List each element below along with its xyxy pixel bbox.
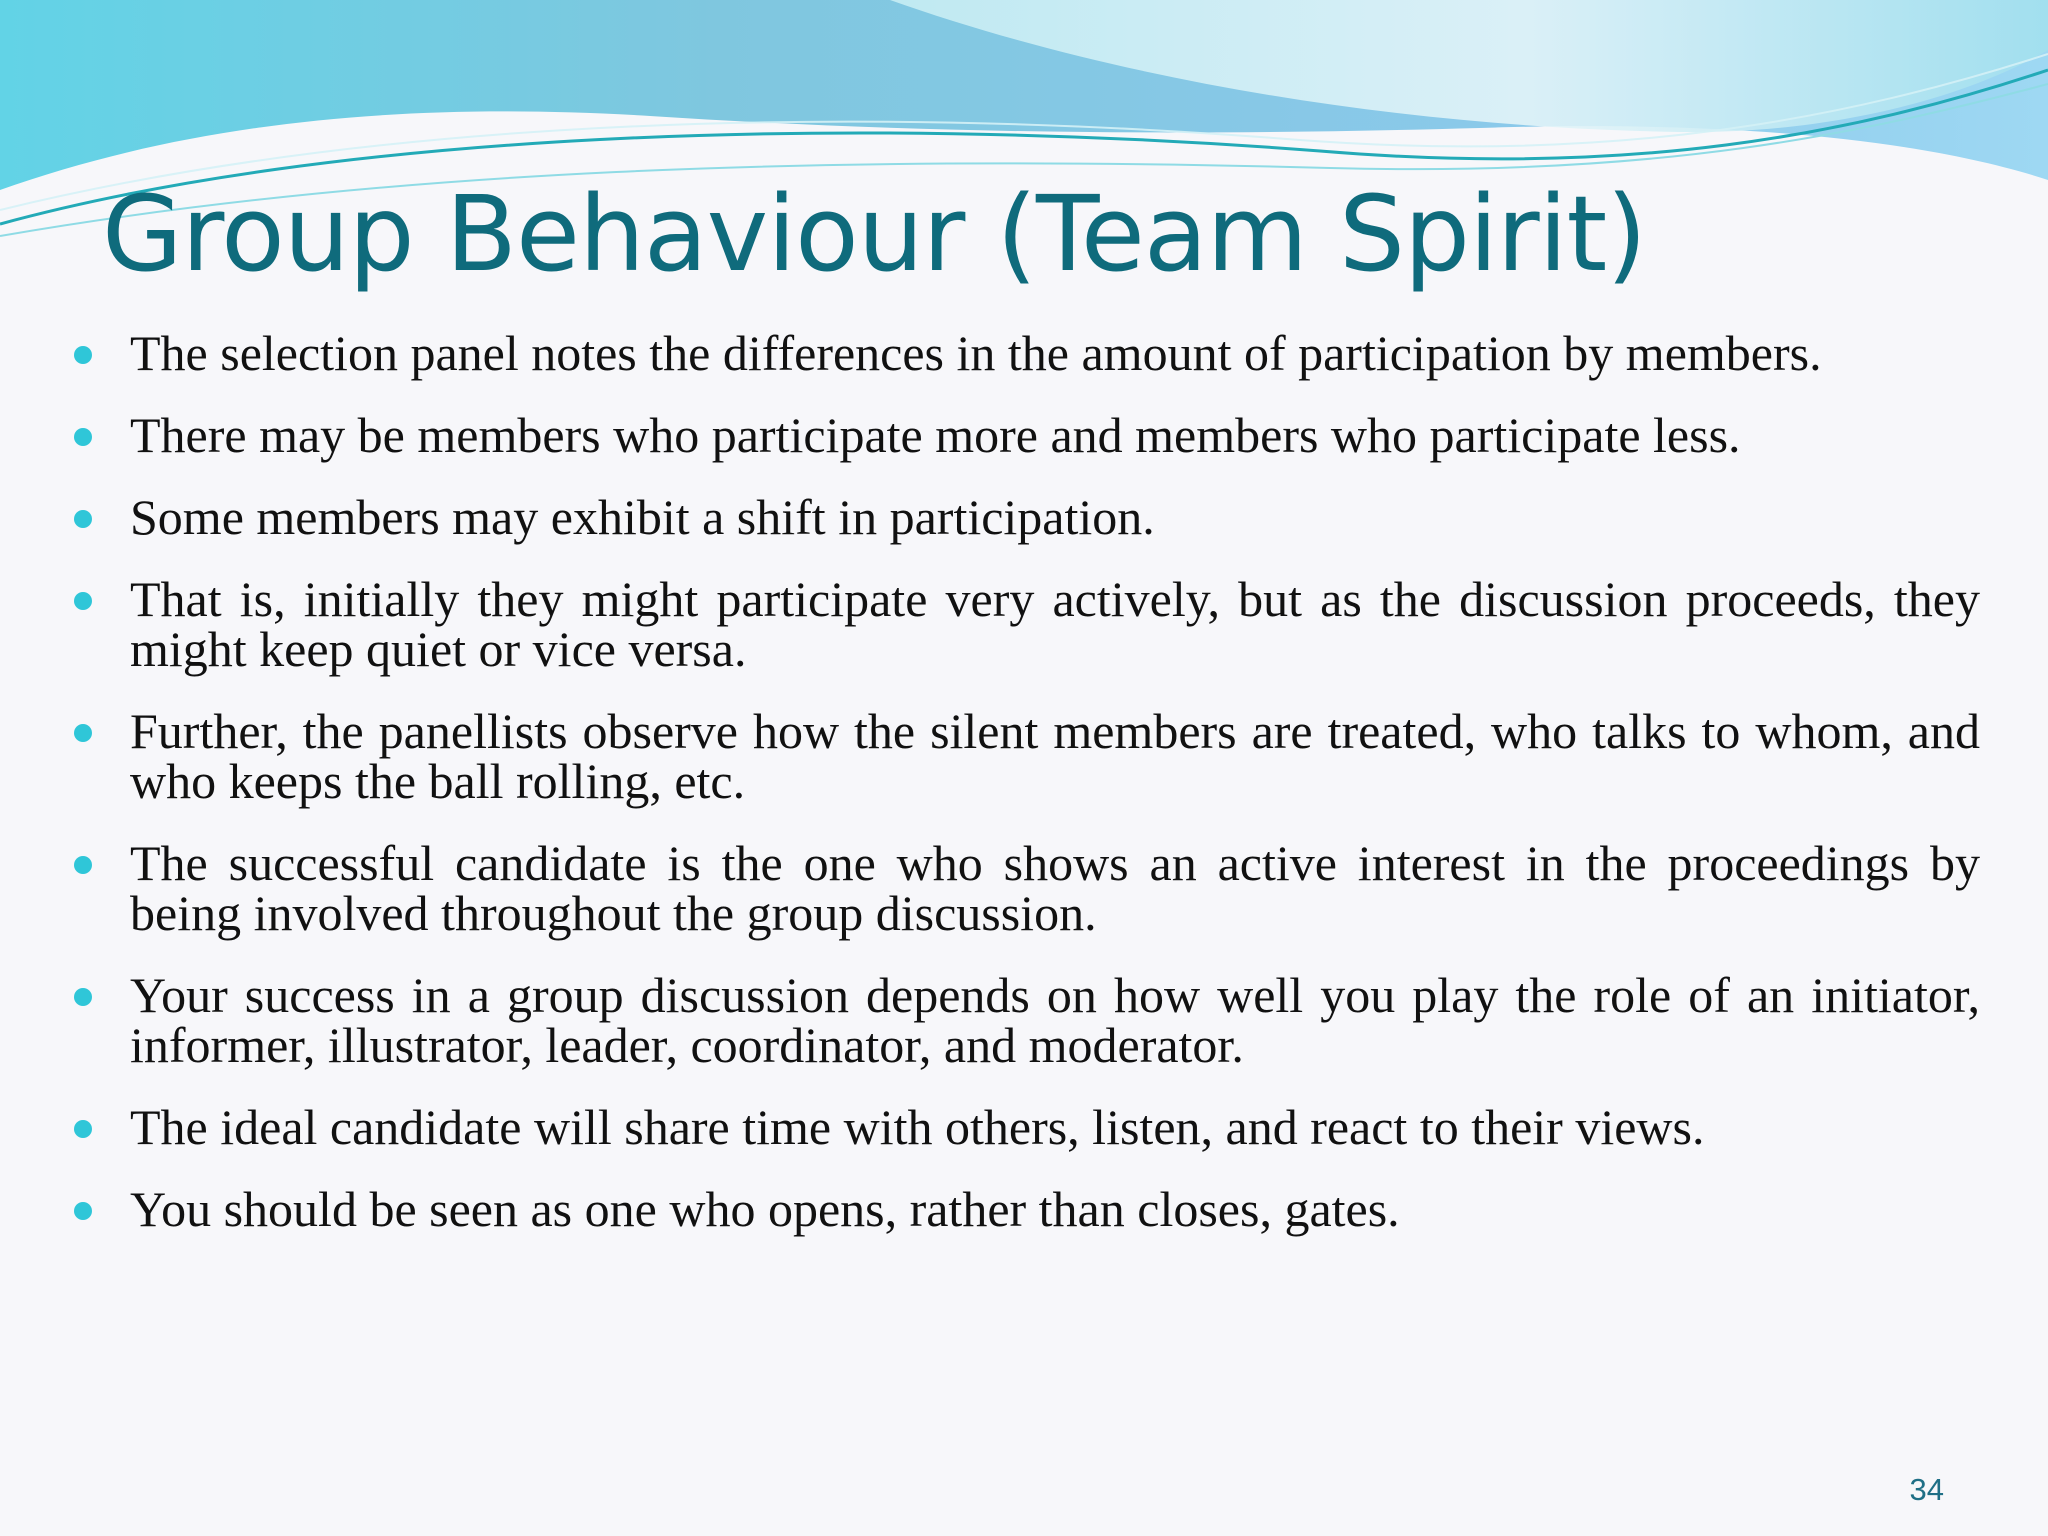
bullet-dot-icon — [74, 1120, 92, 1138]
bullet-text: There may be members who participate more and members who participate less. — [130, 407, 1741, 463]
bullet-text: You should be seen as one who opens, rather than closes, gates. — [130, 1181, 1400, 1237]
bullet-dot-icon — [74, 592, 92, 610]
bullet-item — [70, 489, 1980, 545]
bullet-item — [70, 835, 1980, 941]
bullet-item — [70, 1099, 1980, 1155]
bullet-dot-icon — [74, 428, 92, 446]
bullet-dot-icon — [74, 724, 92, 742]
bullet-item — [70, 967, 1980, 1073]
bullet-text: Some members may exhibit a shift in participation. — [130, 489, 1155, 545]
bullet-item — [70, 407, 1980, 463]
bullet-item — [70, 325, 1980, 381]
bullet-item — [70, 703, 1980, 809]
bullet-item — [70, 1181, 1980, 1237]
slide-title: Group Behaviour (Team Spirit) — [102, 173, 1646, 295]
bullet-item — [70, 571, 1980, 677]
bullet-dot-icon — [74, 856, 92, 874]
bullet-text: That is, initially they might participate very actively, but as the discussion proceeds, they might keep quiet or vice versa. — [130, 571, 1980, 677]
bullet-dot-icon — [74, 510, 92, 528]
bullet-text: The ideal candidate will share time with others, listen, and react to their views. — [130, 1099, 1705, 1155]
bullet-text: The successful candidate is the one who shows an active interest in the proceedings by being involved throughout the group discussion. — [130, 835, 1980, 941]
bullet-dot-icon — [74, 346, 92, 364]
bullet-text: The selection panel notes the differences in the amount of participation by members. — [130, 325, 1822, 381]
page-number: 34 — [1909, 1472, 1944, 1507]
bullet-text: Further, the panellists observe how the silent members are treated, who talks to whom, and who keeps the ball rolling, etc. — [130, 703, 1980, 809]
bullet-text: Your success in a group discussion depends on how well you play the role of an initiator, informer, illustrator, leader, coordinator, and moderator. — [130, 967, 1980, 1073]
bullet-list — [70, 325, 1980, 1266]
bullet-dot-icon — [74, 1202, 92, 1220]
bullet-dot-icon — [74, 988, 92, 1006]
